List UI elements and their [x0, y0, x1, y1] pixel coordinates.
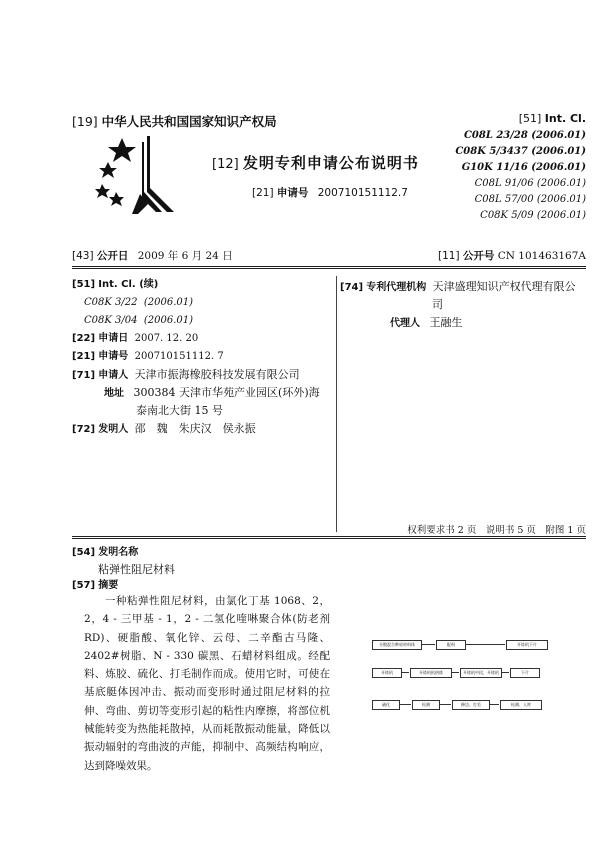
pubdate-value: 2009 年 6 月 24 日 [137, 250, 233, 262]
pubno-label: 公开号 [462, 250, 495, 262]
abstract-heading: [57] 摘要 [72, 580, 119, 591]
patent-office-name: 中华人民共和国国家知识产权局 [101, 114, 277, 129]
flow-arrow [489, 704, 499, 705]
inventors: [72] 发明人 邵 魏 朱庆汉 侯永振 [72, 422, 256, 435]
pubno-code: [11] [437, 250, 460, 262]
flow-box: 开炼机中段，开炼机 [460, 668, 502, 678]
flow-box: 开炼机 [372, 668, 402, 678]
flow-box: 分散混合种原材料体 [372, 640, 422, 650]
divider [72, 536, 586, 537]
flow-box: 修边、打毛 [452, 700, 490, 710]
flow-arrow [399, 704, 411, 705]
applicant-address: 地址 300384 天津市华苑产业园区(环外)海 [104, 386, 320, 399]
ipc-entry: G10K 11/16 (2006.01) [461, 162, 586, 173]
agency-cont: 司 [432, 298, 443, 311]
pubdate-label: 公开日 [96, 250, 129, 262]
flow-arrow [439, 704, 451, 705]
ipc-entry: C08L 91/06 (2006.01) [474, 178, 586, 189]
page-counts: 权利要求书 2 页 说明书 5 页 附图 1 页 [407, 525, 586, 536]
flow-box: 硫化 [372, 700, 400, 710]
flow-box: 检测、入库 [500, 700, 542, 710]
doc-type: 发明专利申请公布说明书 [242, 154, 419, 172]
flow-box: 检测 [412, 700, 440, 710]
flow-arrow [401, 672, 409, 673]
code-19: [19] [72, 114, 98, 129]
code-51: [51] [518, 112, 542, 125]
application-number: [21] 申请号 200710151112. 7 [72, 351, 224, 362]
divider [72, 538, 586, 539]
title-heading: [54] 发明名称 [72, 547, 139, 558]
pubno-line [438, 248, 586, 263]
ipc-cont-entry: C08K 3/04 (2006.01) [84, 315, 193, 326]
divider [72, 268, 586, 269]
appno-label: 申请号 [276, 187, 309, 199]
column-divider [336, 276, 337, 532]
ipc-entry: C08L 57/00 (2006.01) [474, 194, 586, 205]
applicant-address-cont: 泰南北大街 15 号 [136, 404, 223, 417]
ipc-entry: C08L 23/28 (2006.01) [463, 130, 586, 141]
abstract-text: 一种粘弹性阻尼材料，由氯化丁基 1068、2，2，4 - 三甲基 - 1，2 - 二氢化喹啉聚合体(防老剂 RD)、硬脂酸、氧化锌、云母、二辛酯古马隆、2402#树脂、N - 330 碳黑、石蜡材料组成。经配料、炼胶、硫化、打毛制作而成。使用它时，可使在基底艇体因冲击、振动而变形时通过阻尼材料的拉伸、弯曲、剪切等变形引起的粘性内摩擦，将部位机械能转变为热能耗散掉，从而耗散振动能量，降低以振动辐射的弯曲波的声能，抑制中、高频结构响应，达到降噪效果。 [84, 595, 330, 772]
ipc-cont-entry: C08K 3/22 (2006.01) [84, 297, 193, 308]
flow-arrow [451, 672, 459, 673]
pubno-value: CN 101463167A [497, 250, 586, 262]
flow-arrow [465, 644, 505, 645]
ipc-list [455, 128, 586, 224]
ipc-entry: C08K 5/3437 (2006.01) [455, 146, 586, 157]
header-appno-line [252, 185, 408, 200]
applicant: [71] 申请人 天津市振海橡胶科技发展有限公司 [72, 368, 300, 381]
code-12: [12] [212, 157, 239, 172]
ipc-entry: C08K 5/09 (2006.01) [480, 210, 586, 221]
agency: [74] 专利代理机构 天津盛理知识产权代理有限公 [340, 280, 576, 293]
flow-arrow [501, 672, 509, 673]
intcl-cont-heading: [51] Int. Cl. (续) [72, 279, 159, 290]
intcl-heading [519, 112, 586, 125]
filing-date: [22] 申请日 2007. 12. 20 [72, 333, 199, 344]
pubdate-line [72, 248, 233, 263]
intcl-label: Int. Cl. [544, 112, 586, 125]
flow-box: 开炼机机热练 [410, 668, 452, 678]
office-line [72, 112, 277, 130]
invention-title: 粘弹性阻尼材料 [98, 563, 175, 576]
flow-arrow [421, 644, 435, 645]
flow-box: 下片 [510, 668, 540, 678]
flow-box: 配料 [436, 640, 466, 650]
doc-type-line [212, 152, 419, 173]
appno-value: 200710151112.7 [317, 187, 408, 199]
divider [72, 266, 586, 267]
code-21: [21] [252, 187, 274, 199]
flow-box: 开炼机下片 [506, 640, 548, 650]
pubdate-code: [43] [72, 250, 94, 262]
patent-office-emblem [92, 132, 182, 216]
agent: 代理人 王融生 [390, 316, 463, 329]
